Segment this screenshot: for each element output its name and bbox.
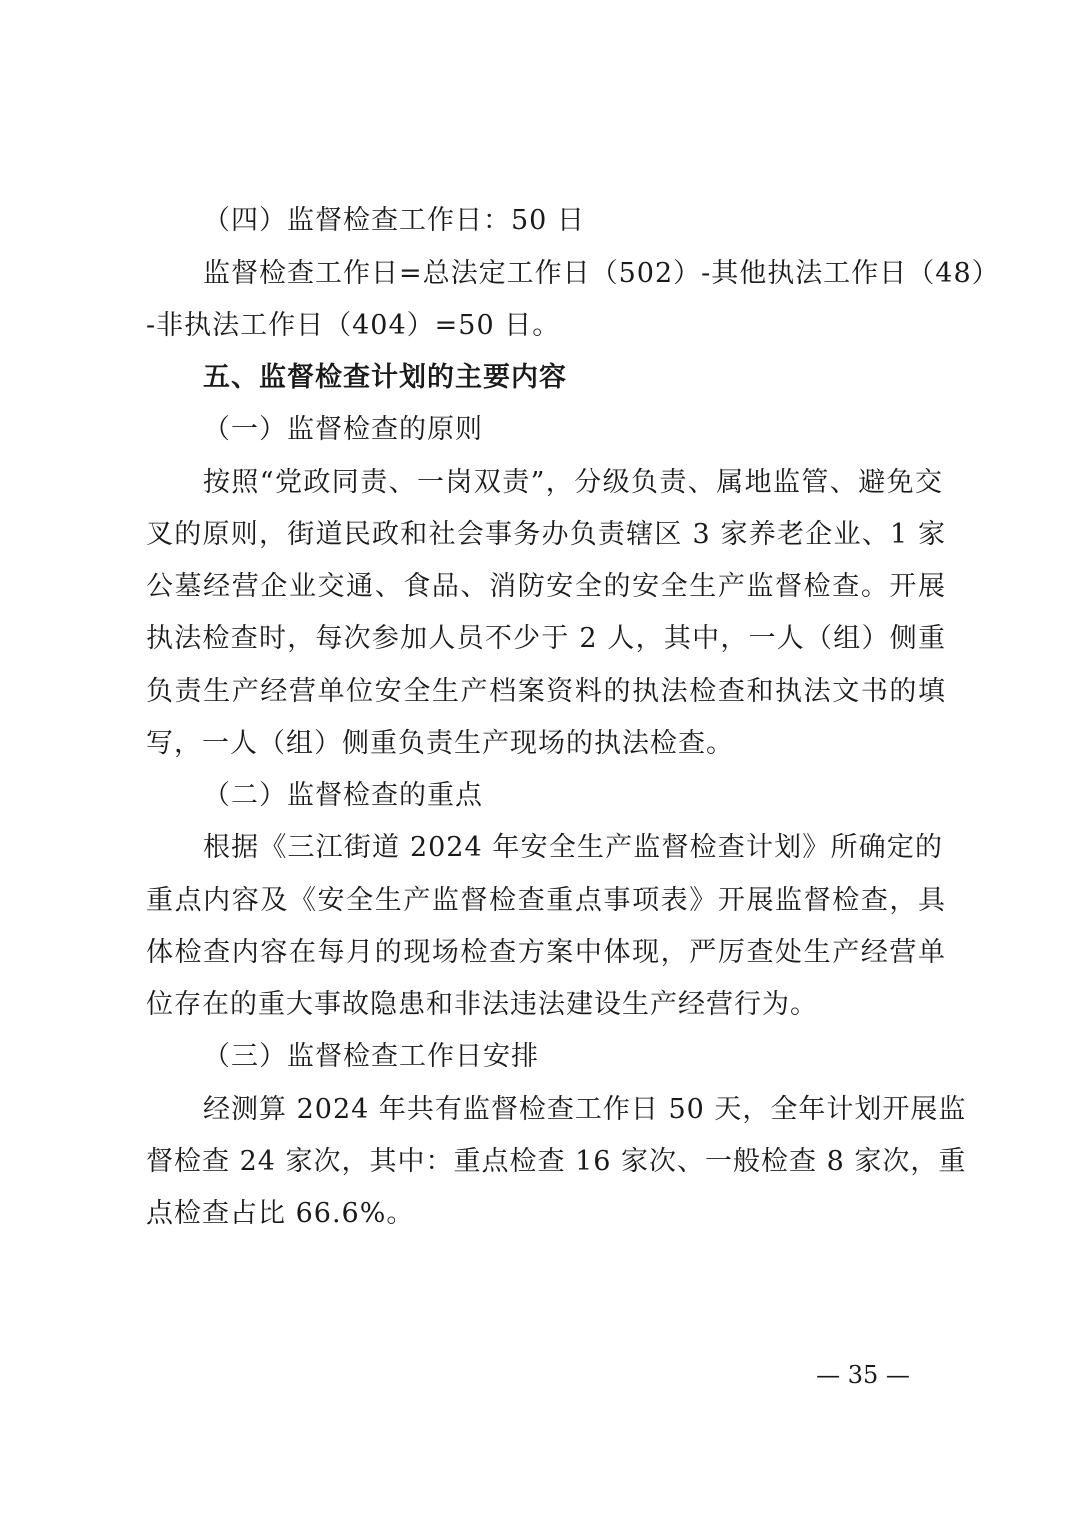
subsection-heading-3: （三）监督检查工作日安排	[203, 1041, 539, 1072]
subsection-heading-2: （二）监督检查的重点	[203, 780, 483, 811]
paragraph-line: 督检查 24 家次，其中：重点检查 16 家次、一般检查 8 家次，重	[146, 1146, 967, 1177]
paragraph-line: 写，一人（组）侧重负责生产现场的执法检查。	[146, 728, 734, 759]
subsection-heading-4: （四）监督检查工作日：50 日	[203, 205, 585, 236]
paragraph-line: -非执法工作日（404）=50 日。	[146, 310, 561, 341]
section-heading-5: 五、监督检查计划的主要内容	[203, 362, 567, 393]
paragraph-line: 负责生产经营单位安全生产档案资料的执法检查和执法文书的填	[146, 676, 946, 707]
paragraph-line: 监督检查工作日=总法定工作日（502）-其他执法工作日（48）	[203, 258, 1000, 289]
paragraph-line: 体检查内容在每月的现场检查方案中体现，严厉查处生产经营单	[146, 937, 946, 968]
page-number: — 35 —	[816, 1361, 910, 1389]
paragraph-line: 叉的原则，街道民政和社会事务办负责辖区 3 家养老企业、1 家	[146, 519, 946, 550]
paragraph-line: 公墓经营企业交通、食品、消防安全的安全生产监督检查。开展	[146, 571, 946, 602]
paragraph-line: 按照“党政同责、一岗双责”，分级负责、属地监管、避免交	[203, 467, 943, 498]
paragraph-line: 执法检查时，每次参加人员不少于 2 人，其中，一人（组）侧重	[146, 623, 946, 654]
paragraph-line: 点检查占比 66.6%。	[146, 1198, 415, 1229]
paragraph-line: 位存在的重大事故隐患和非法违法建设生产经营行为。	[146, 989, 818, 1020]
paragraph-line: 经测算 2024 年共有监督检查工作日 50 天，全年计划开展监	[203, 1094, 967, 1125]
paragraph-line: 重点内容及《安全生产监督检查重点事项表》开展监督检查，具	[146, 885, 946, 916]
paragraph-line: 根据《三江街道 2024 年安全生产监督检查计划》所确定的	[203, 832, 943, 863]
subsection-heading-1: （一）监督检查的原则	[203, 414, 483, 445]
